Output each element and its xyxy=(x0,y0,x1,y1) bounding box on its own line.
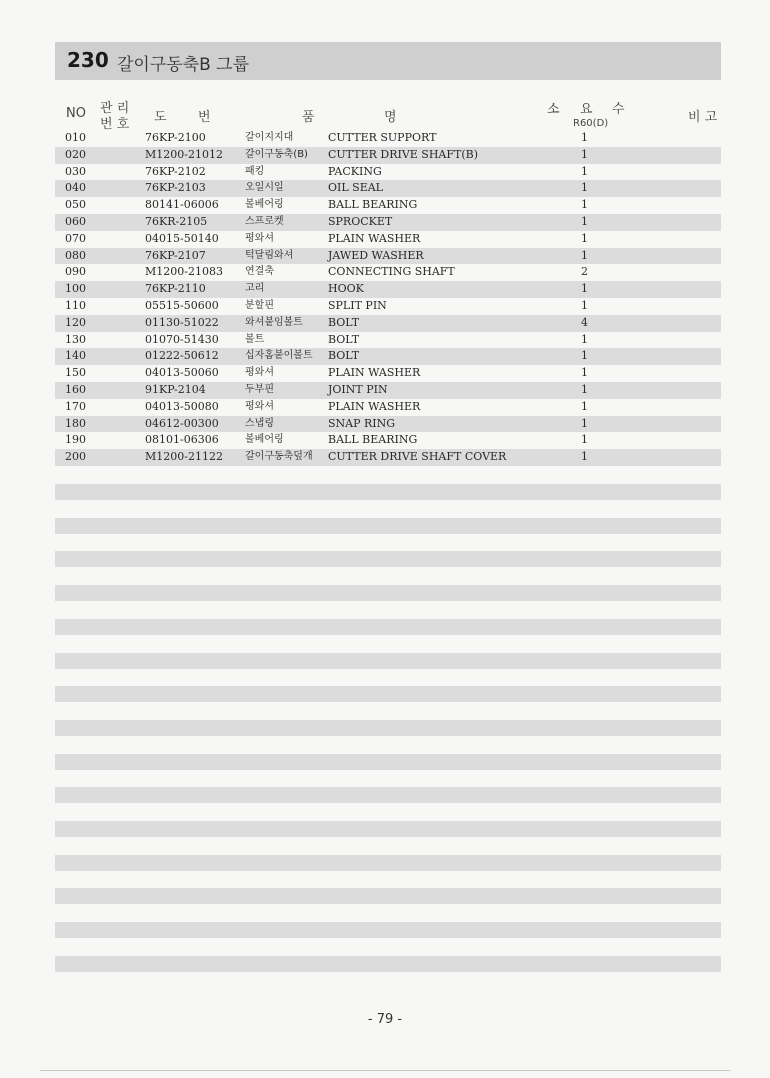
table-row xyxy=(55,281,721,298)
row-part-number: 04612-00300 xyxy=(145,416,219,430)
row-no: 040 xyxy=(65,181,86,195)
row-name-kr: 볼베어링 xyxy=(245,434,284,446)
row-qty: 1 xyxy=(581,332,588,346)
row-name-en: OIL SEAL xyxy=(328,181,383,195)
row-part-number: M1200-21083 xyxy=(145,265,223,279)
row-name-en: PLAIN WASHER xyxy=(328,231,421,245)
table-row xyxy=(55,449,721,466)
table-row xyxy=(55,214,721,231)
table-row xyxy=(55,164,721,181)
table-row xyxy=(55,365,721,382)
row-qty: 1 xyxy=(581,131,588,144)
col-name-a: 품 xyxy=(302,110,315,125)
row-name-en: JAWED WASHER xyxy=(328,248,424,262)
row-part-number: 04015-50140 xyxy=(145,231,219,245)
empty-stripe xyxy=(55,551,721,567)
row-qty: 1 xyxy=(581,164,588,178)
row-qty: 1 xyxy=(581,198,588,212)
row-name-kr: 갈이지지대 xyxy=(245,132,294,143)
table-row xyxy=(55,231,721,248)
row-part-number: 04013-50080 xyxy=(145,399,219,413)
row-name-en: CONNECTING SHAFT xyxy=(328,265,455,279)
row-name-kr: 와셔붙임볼트 xyxy=(245,316,303,328)
table-row xyxy=(55,180,721,197)
row-name-kr: 볼트 xyxy=(245,333,265,345)
row-name-en: CUTTER SUPPORT xyxy=(328,131,437,144)
table-row xyxy=(55,332,721,349)
empty-stripe xyxy=(55,720,721,736)
col-mgmt-line1: 관 리 xyxy=(100,101,130,116)
empty-stripe xyxy=(55,855,721,871)
row-part-number: 76KP-2107 xyxy=(145,248,206,262)
row-part-number: 01130-51022 xyxy=(145,315,219,329)
row-no: 180 xyxy=(65,416,86,430)
row-qty: 1 xyxy=(581,147,588,161)
row-no: 020 xyxy=(65,147,86,161)
row-name-en: BOLT xyxy=(328,315,360,329)
row-part-number: 01070-51430 xyxy=(145,332,219,346)
empty-stripe xyxy=(55,653,721,669)
empty-stripe xyxy=(55,888,721,904)
row-no: 050 xyxy=(65,198,86,212)
row-qty: 1 xyxy=(581,231,588,245)
row-name-kr: 패킹 xyxy=(245,165,265,177)
table-row xyxy=(55,399,721,416)
row-qty: 1 xyxy=(581,366,588,380)
row-name-en: SNAP RING xyxy=(328,416,396,430)
row-qty: 1 xyxy=(581,282,588,296)
row-qty: 1 xyxy=(581,248,588,262)
row-name-kr: 두부핀 xyxy=(245,384,274,395)
row-qty: 1 xyxy=(581,399,588,413)
row-name-en: BOLT xyxy=(328,349,360,363)
row-name-en: CUTTER DRIVE SHAFT COVER xyxy=(328,450,507,464)
empty-stripe xyxy=(55,754,721,770)
row-part-number: 80141-06006 xyxy=(145,198,219,212)
row-no: 110 xyxy=(65,299,86,312)
row-qty: 1 xyxy=(581,433,588,447)
row-name-en: HOOK xyxy=(328,282,364,296)
row-name-en: PLAIN WASHER xyxy=(328,366,421,380)
table-row xyxy=(55,264,721,281)
row-name-kr: 연결축 xyxy=(245,266,274,278)
row-name-kr: 오일시일 xyxy=(245,182,284,194)
row-name-kr: 고리 xyxy=(245,283,265,295)
row-no: 080 xyxy=(65,248,86,262)
row-qty: 1 xyxy=(581,383,588,396)
row-qty: 1 xyxy=(581,299,588,312)
empty-stripe xyxy=(55,518,721,534)
row-qty: 1 xyxy=(581,349,588,363)
page-number: - 79 - xyxy=(367,1012,403,1027)
bottom-divider xyxy=(40,1070,730,1071)
row-no: 170 xyxy=(65,399,86,413)
row-name-en: SPLIT PIN xyxy=(328,299,387,312)
col-name-b: 명 xyxy=(384,110,397,125)
empty-stripe xyxy=(55,686,721,702)
row-qty: 1 xyxy=(581,215,588,228)
row-qty: 4 xyxy=(581,315,588,329)
row-part-number: 01222-50612 xyxy=(145,349,219,363)
col-drawing-b: 번 xyxy=(198,110,211,125)
table-row xyxy=(55,130,721,147)
row-name-en: BALL BEARING xyxy=(328,433,418,447)
row-part-number: 91KP-2104 xyxy=(145,383,206,396)
row-name-kr: 십자홈붙이볼트 xyxy=(245,350,313,362)
row-qty: 2 xyxy=(581,265,588,279)
table-row xyxy=(55,315,721,332)
row-no: 130 xyxy=(65,332,86,346)
table-row xyxy=(55,348,721,365)
row-part-number: 08101-06306 xyxy=(145,433,219,447)
empty-stripe xyxy=(55,585,721,601)
row-no: 140 xyxy=(65,349,86,363)
row-name-kr: 스프로켓 xyxy=(245,216,284,227)
row-name-kr: 볼베어링 xyxy=(245,199,284,211)
row-part-number: 76KP-2102 xyxy=(145,164,206,178)
row-no: 120 xyxy=(65,315,86,329)
row-part-number: 76KP-2110 xyxy=(145,282,206,296)
row-no: 190 xyxy=(65,433,86,447)
empty-stripe xyxy=(55,787,721,803)
row-name-kr: 스냅링 xyxy=(245,417,274,429)
col-mgmt-line2: 번 호 xyxy=(100,117,130,132)
empty-stripe xyxy=(55,922,721,938)
row-name-en: PLAIN WASHER xyxy=(328,399,421,413)
row-name-kr: 턱달림와셔 xyxy=(245,249,294,261)
row-name-kr: 분할핀 xyxy=(245,300,274,311)
group-title-bar xyxy=(55,42,721,80)
row-name-kr: 평와셔 xyxy=(245,367,274,379)
group-title: 갈이구동축B 그룹 xyxy=(117,55,250,75)
row-name-en: BOLT xyxy=(328,332,360,346)
row-no: 060 xyxy=(65,215,86,228)
row-no: 160 xyxy=(65,383,86,396)
table-row xyxy=(55,432,721,449)
row-name-kr: 평와셔 xyxy=(245,232,274,244)
table-row xyxy=(55,248,721,265)
table-row xyxy=(55,382,721,399)
row-part-number: 76KP-2103 xyxy=(145,181,206,195)
row-no: 070 xyxy=(65,231,86,245)
col-no: NO xyxy=(66,106,86,121)
row-name-en: CUTTER DRIVE SHAFT(B) xyxy=(328,147,478,161)
table-row xyxy=(55,147,721,164)
row-part-number: 05515-50600 xyxy=(145,299,219,312)
row-part-number: M1200-21122 xyxy=(145,450,223,464)
row-name-kr: 갈이구동축(B) xyxy=(245,148,308,160)
row-part-number: 04013-50060 xyxy=(145,366,219,380)
col-model: R60(D) xyxy=(573,118,609,129)
table-row xyxy=(55,197,721,214)
col-qty-c: 수 xyxy=(612,102,625,117)
table-row xyxy=(55,298,721,315)
row-no: 100 xyxy=(65,282,86,296)
col-remarks: 비 고 xyxy=(688,110,718,125)
row-no: 030 xyxy=(65,164,86,178)
row-no: 010 xyxy=(65,131,86,144)
row-part-number: M1200-21012 xyxy=(145,147,223,161)
row-name-kr: 갈이구동축덮개 xyxy=(245,451,313,463)
row-name-kr: 평와셔 xyxy=(245,400,274,412)
col-drawing-a: 도 xyxy=(154,110,167,125)
row-part-number: 76KR-2105 xyxy=(145,215,208,228)
row-part-number: 76KP-2100 xyxy=(145,131,206,144)
col-qty-b: 요 xyxy=(580,102,593,117)
empty-stripe xyxy=(55,484,721,500)
row-name-en: BALL BEARING xyxy=(328,198,418,212)
col-qty-a: 소 xyxy=(547,102,560,117)
group-number: 230 xyxy=(67,48,109,72)
row-name-en: PACKING xyxy=(328,164,382,178)
row-name-en: SPROCKET xyxy=(328,215,393,228)
row-name-en: JOINT PIN xyxy=(328,383,388,396)
empty-stripe xyxy=(55,956,721,972)
row-qty: 1 xyxy=(581,181,588,195)
row-no: 200 xyxy=(65,450,86,464)
empty-stripe xyxy=(55,619,721,635)
table-row xyxy=(55,416,721,433)
row-no: 150 xyxy=(65,366,86,380)
row-qty: 1 xyxy=(581,450,588,464)
row-no: 090 xyxy=(65,265,86,279)
empty-stripe xyxy=(55,821,721,837)
row-qty: 1 xyxy=(581,416,588,430)
